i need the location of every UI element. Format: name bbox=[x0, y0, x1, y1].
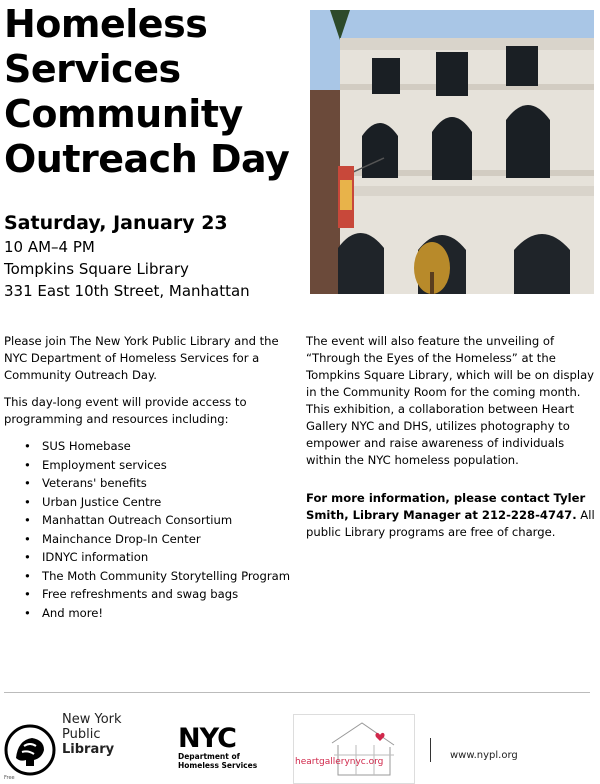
heart-icon bbox=[375, 733, 384, 741]
house-outline-icon bbox=[294, 715, 414, 783]
heartgallery-url: heartgallerynyc.org bbox=[295, 757, 384, 767]
bullet-icon: • bbox=[24, 457, 31, 472]
title-line: Services bbox=[4, 47, 181, 91]
website-url: www.nypl.org bbox=[450, 750, 518, 761]
library-building-photo bbox=[310, 10, 594, 294]
list-item: • Mainchance Drop-In Center bbox=[4, 530, 294, 549]
bullet-icon: • bbox=[24, 531, 31, 546]
lead-text: This day-long event will provide access to programming and resources including: bbox=[4, 395, 247, 426]
title-line: Homeless bbox=[4, 2, 208, 46]
title-line: Outreach Day bbox=[4, 137, 290, 181]
list-item: • SUS Homebase bbox=[4, 437, 294, 456]
list-item: • Veterans' benefits bbox=[4, 474, 294, 493]
bullet-icon: • bbox=[24, 476, 31, 490]
dhs-name-line: Homeless Services bbox=[178, 761, 258, 770]
bullet-icon: • bbox=[24, 587, 31, 601]
nypl-wordmark: New York Public Library bbox=[62, 712, 122, 757]
bullet-icon: • bbox=[24, 513, 31, 527]
heartgallery-logo bbox=[293, 714, 415, 784]
footer-separator bbox=[430, 738, 431, 762]
building-illustration bbox=[310, 10, 594, 294]
contact-rest: All public Library programs are free of charge. bbox=[306, 508, 595, 539]
bullet-icon: • bbox=[24, 550, 31, 564]
page-title bbox=[4, 2, 304, 182]
contact-bold: For more information, please contact Tyler Smith, Library Manager at 212-228-4747. bbox=[306, 491, 586, 522]
title-line: Community bbox=[4, 92, 243, 136]
list-item: • And more! bbox=[4, 604, 294, 623]
list-item: • Free refreshments and swag bags bbox=[4, 585, 294, 604]
bullet-icon: • bbox=[24, 568, 31, 583]
nyc-dhs-logo bbox=[178, 723, 264, 770]
bullet-icon: • bbox=[24, 605, 31, 620]
dhs-name-line: Department of bbox=[178, 752, 240, 761]
event-venue: Tompkins Square Library bbox=[4, 260, 189, 278]
bullet-icon: • bbox=[24, 494, 31, 509]
right-column bbox=[306, 333, 596, 541]
list-item: • Employment services bbox=[4, 456, 294, 475]
nypl-tagline: Free bbox=[4, 775, 15, 781]
footer-divider bbox=[4, 692, 590, 693]
event-address: 331 East 10th Street, Manhattan bbox=[4, 282, 250, 300]
list-item: • IDNYC information bbox=[4, 548, 294, 567]
contact-text bbox=[306, 490, 596, 541]
event-date: Saturday, January 23 bbox=[4, 212, 228, 234]
list-item: • The Moth Community Storytelling Program bbox=[4, 567, 294, 586]
nypl-lion-icon bbox=[4, 724, 56, 776]
nyc-wordmark: NYC bbox=[178, 723, 237, 754]
left-column bbox=[4, 333, 294, 622]
list-item: • Manhattan Outreach Consortium bbox=[4, 511, 294, 530]
bullet-icon: • bbox=[24, 439, 31, 453]
resources-list bbox=[4, 437, 294, 622]
event-details bbox=[4, 210, 304, 302]
footer bbox=[0, 700, 600, 783]
feature-text: The event will also feature the unveiling of “Through the Eyes of the Homeless” at the Tompkins Square Library, which will be on display in the Community Room for the coming month. This exhibition, a collaboration between Heart Gallery NYC and DHS, utilizes photography to empower and raise awareness of individuals within the NYC homeless population. bbox=[306, 334, 595, 467]
list-item: • Urban Justice Centre bbox=[4, 493, 294, 512]
intro-text: Please join The New York Public Library and the NYC Department of Homeless Services for a Community Outreach Day. bbox=[4, 334, 279, 382]
nypl-logo bbox=[4, 712, 122, 782]
event-time: 10 AM–4 PM bbox=[4, 238, 95, 256]
